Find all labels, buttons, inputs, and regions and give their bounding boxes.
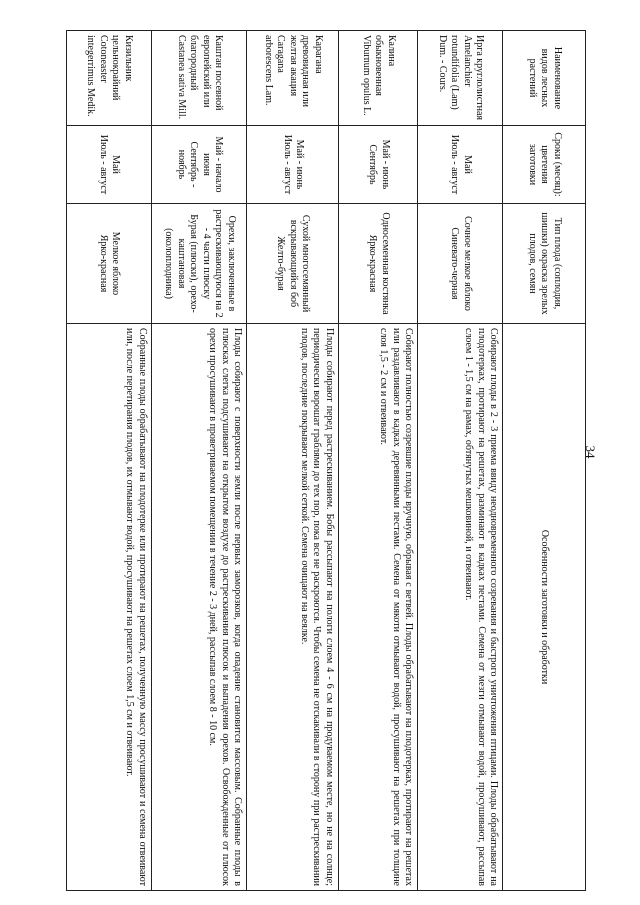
terms-cell (418, 126, 503, 204)
table-row (151, 31, 247, 891)
fruit-type: Сочное мелкое яблоко (461, 216, 473, 311)
header-fruit-type: Тип плода (соплодия, шишки) окраска зрелых плодов, семян (503, 204, 586, 324)
harvest-term: Июль - август (281, 134, 293, 195)
fruit-color: Желто-бурая (275, 236, 287, 291)
fruit-color: Ярко-красная (97, 234, 109, 293)
fruit-color: Ярко-красная (367, 234, 379, 293)
species-name: Кизильник цельнокрайний Cotoneaster integerrimus Medik. (67, 31, 152, 126)
fruit-type: Орехи, заключенные в растрескивающуюся на 2 - 4 части плюску (200, 209, 237, 318)
fruit-color: Бурая (плюски), орехо-каштановая (околоплодника) (163, 214, 200, 313)
page-number: 34 (583, 445, 598, 459)
flowering-term: Май (110, 155, 122, 174)
species-name: Ирга круглолистная Amelanchier rotundifolia (Lam) Dum. - Cours. (418, 31, 503, 126)
flowering-term: Май (461, 155, 473, 174)
table-row (418, 31, 503, 891)
table-row (67, 31, 152, 891)
flowering-term: Май - июнь (379, 139, 391, 190)
fruit-cell (338, 204, 418, 324)
fruit-cell (67, 204, 152, 324)
fruit-cell (418, 204, 503, 324)
fruit-cell (247, 204, 338, 324)
header-terms: Сроки (месяц): цветения заготовки (503, 126, 586, 204)
fruit-type: Мелкое яблоко (110, 231, 122, 296)
processing-description: Собирают плоды в 2 - 3 приема ввиду неодновременного созревания и быстрого уничтожения птицами. Плоды обрабатывают на плодотерках, протирают на решетах, разминают в кадках пестами. Семена от мезги отмывают водой, просушивают, рассыпав слоем 1 - 1,5 см на рамах, обтянутых мешковиной, и отвеивают. (418, 324, 503, 891)
terms-cell (67, 126, 152, 204)
species-name: Карагана древовидная или желтая акация Caragana arborescens Lam. (247, 31, 338, 126)
flowering-term: Май - начало июня (200, 136, 225, 193)
harvest-term: Сентябрь - ноябрь (175, 141, 200, 188)
harvest-term: Июль - август (449, 134, 461, 195)
terms-cell (151, 126, 247, 204)
processing-description: Собранные плоды обрабатывают на плодотерке или протирают на решетах, полученную массу просушивают и семена отвеивают или, после перетирания плодов, их отмывают водой, просушивают на решетах слоем 1,5 см и отвеивают. (67, 324, 152, 891)
harvest-term: Июль - август (97, 134, 109, 195)
terms-cell (338, 126, 418, 204)
fruit-type: Односеменная костянка (379, 212, 391, 315)
fruit-color: Синевато-черная (449, 227, 461, 300)
rotated-table-container (66, 30, 586, 890)
flowering-term: Май - июнь (294, 139, 306, 190)
species-name: Каштан посевной европейский или благородный Castanea sativa Mill. (151, 31, 247, 126)
rotated-page-area (66, 30, 586, 890)
fruit-type: Сухой многосемянный вскрывающийся боб (287, 214, 312, 313)
header-processing: Особенности заготовки и обработки (503, 324, 586, 891)
table-row (247, 31, 338, 891)
table-header-row (503, 31, 586, 891)
processing-description: Собирают полностью созревшие плоды вручную, обрывая с ветвей. Плоды обрабатывают на плодотерках, протирают на решетах или раздавливают в кадках деревянными пестами. Семена от мякоти отмывают водой, просушивают на решетах при толщине слоя 1,5 - 2 см и отвеивают. (338, 324, 418, 891)
header-species: Наименование видов лесных растений (503, 31, 586, 126)
processing-description: Плоды собирают с поверхности земли после первых заморозков, когда опадение становится массовым. Собранные плоды в плюсках слегка подсушивают на открытом воздухе до растрескивания плюсок и выпадения орехов. Освобожденные от плюсок орехи просушивают в проветриваемом помещении в течение 2 - 3 дней, рассыпав слоем 8 - 10 см. (151, 324, 247, 891)
plant-harvest-table (66, 30, 586, 891)
harvest-term: Сентябрь (367, 144, 379, 185)
species-name: Калина обыкновенная Viburnum opulus L. (338, 31, 418, 126)
processing-description: Плоды собирают перед растрескиванием. Бобы рассыпают на пологи слоем 4 - 6 см на продуваемом месте, но не на солнце; периодически ворошат граблями до тех пор, пока все не раскроются. Чтобы семена не отскакивали в сторону при растрескивании плодов, последние покрывают мелкой сеткой. Семена очищают на веялке. (247, 324, 338, 891)
terms-cell (247, 126, 338, 204)
fruit-cell (151, 204, 247, 324)
table-row (338, 31, 418, 891)
